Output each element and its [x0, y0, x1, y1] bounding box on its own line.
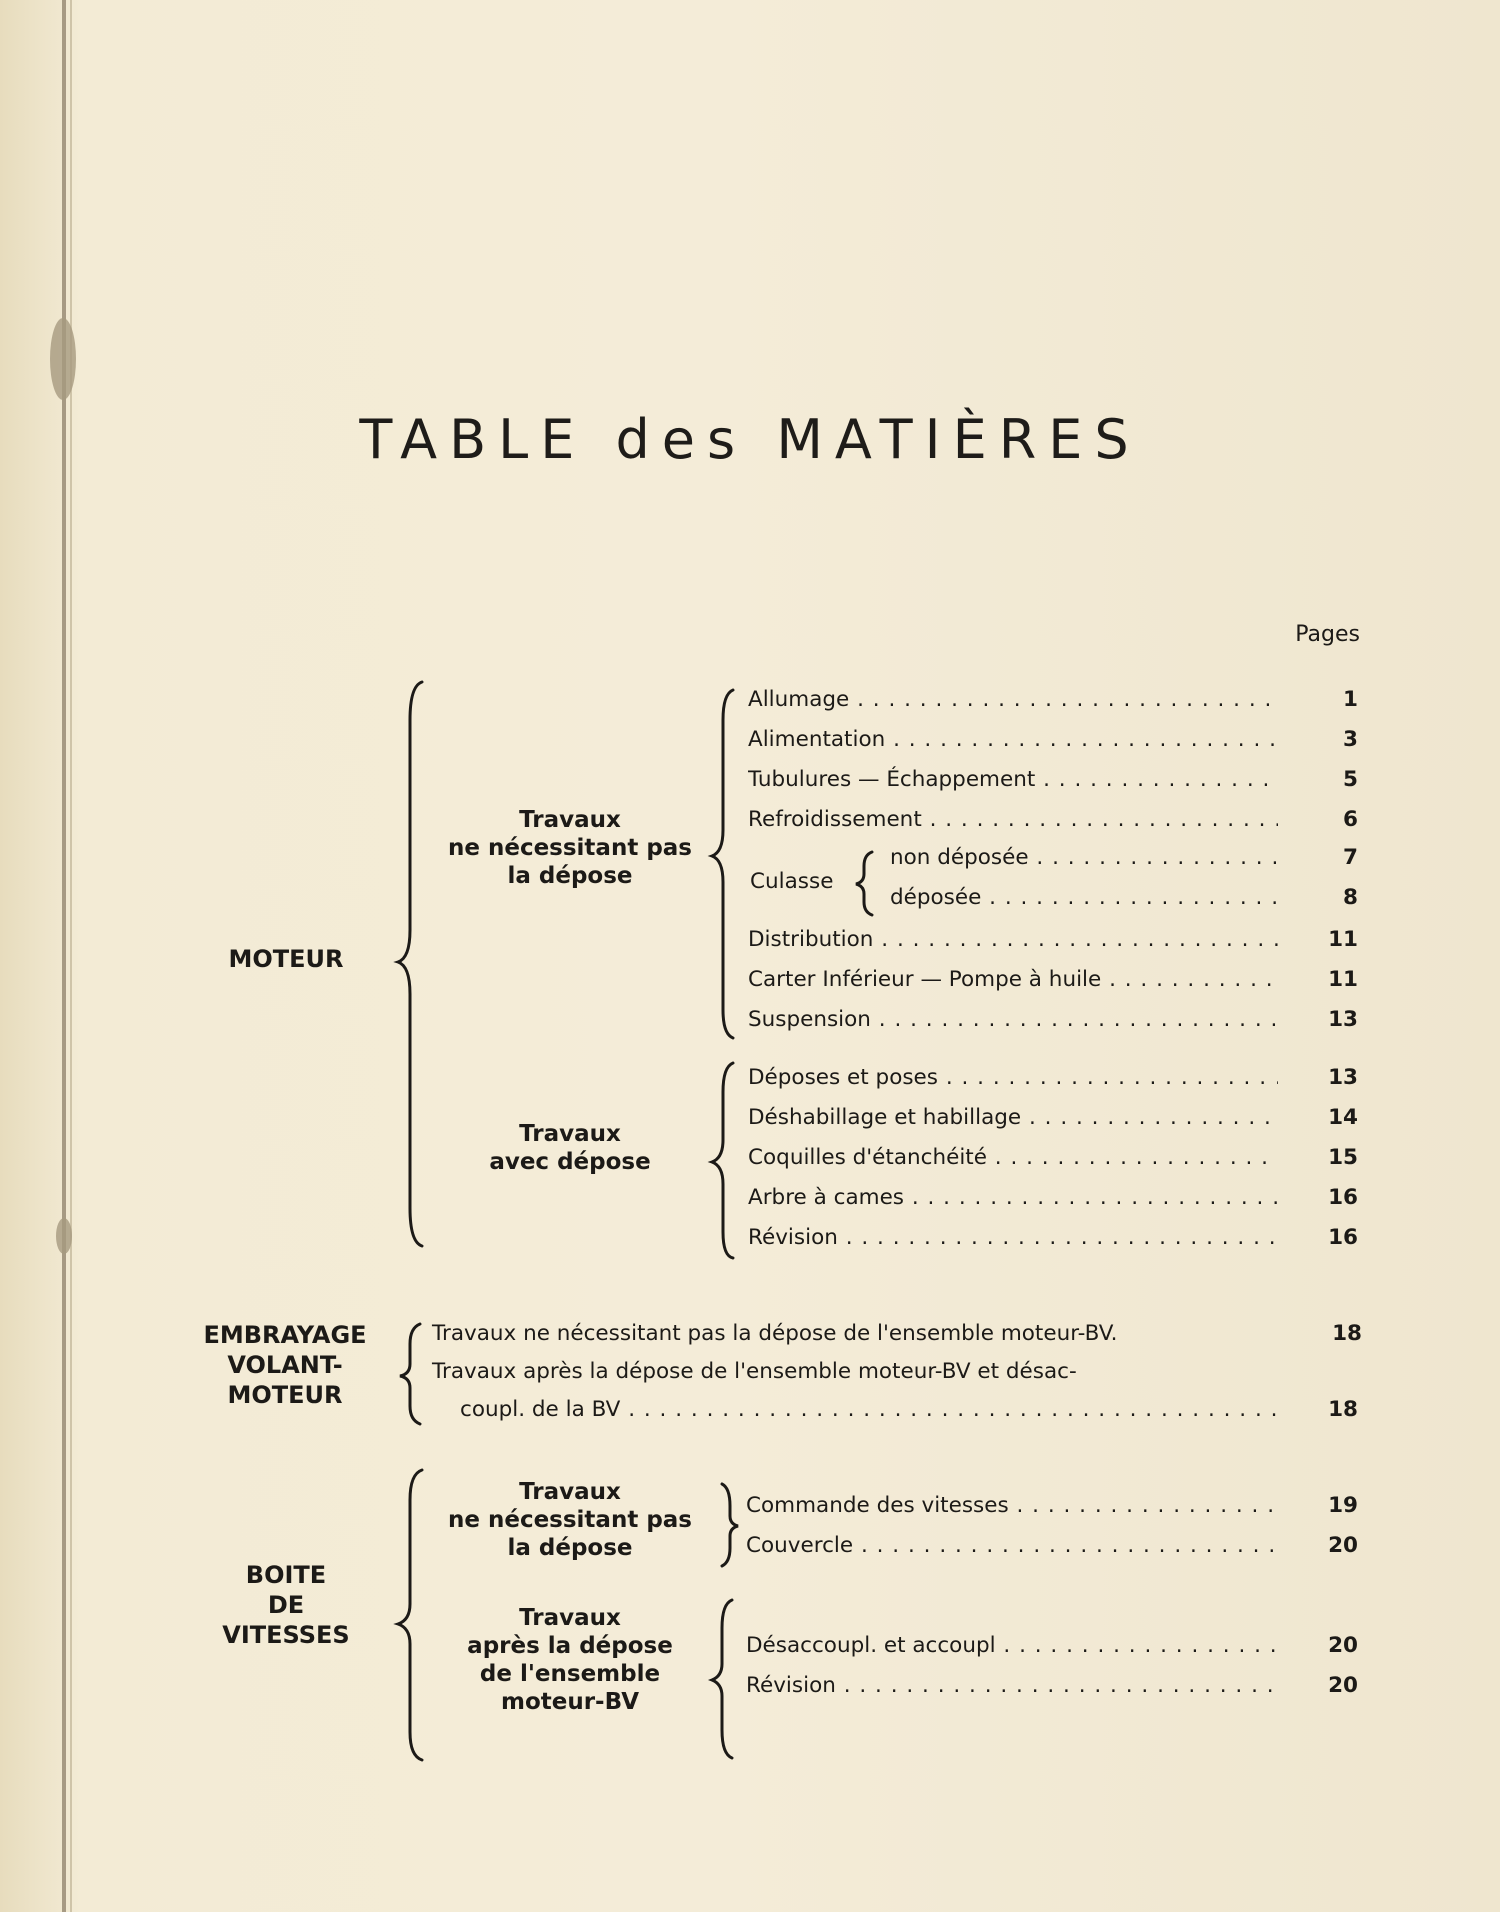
entry-page: 20 — [1328, 1673, 1358, 1698]
entry-page: 3 — [1343, 727, 1358, 752]
label-line: moteur-BV — [500, 1689, 640, 1715]
entry-label: Désaccoupl. et accoupl . . . — [746, 1628, 1276, 1664]
label-line: la dépose — [507, 863, 633, 889]
entry-label: Commande des vitesses . . . — [746, 1488, 1276, 1524]
label-line: avec dépose — [489, 1149, 651, 1175]
label-line: ne nécessitant pas — [447, 835, 692, 861]
binding-edge-shadow — [70, 0, 72, 1912]
culasse-label: Culasse — [750, 869, 834, 894]
entry-page: 7 — [1343, 845, 1358, 870]
entry-page: 6 — [1343, 807, 1358, 832]
binding-hole — [50, 318, 76, 400]
entry-label: Alimentation . . . — [748, 722, 1278, 758]
entry-label: Tubulures — Échappement . . . — [748, 762, 1278, 798]
page-title: TABLE des MATIÈRES — [359, 408, 1141, 471]
section-embrayage — [170, 1320, 400, 1410]
entry-label: Refroidissement . . . — [748, 802, 1278, 838]
entry-label: Couvercle . . . — [746, 1528, 1276, 1564]
entry-label: Coquilles d'étanchéité . . . — [748, 1140, 1278, 1176]
label-line: de l'ensemble — [479, 1661, 661, 1687]
entry-label: Allumage . . . — [748, 682, 1278, 718]
entry-page: 16 — [1328, 1185, 1358, 1210]
boite-group2-label — [420, 1604, 720, 1716]
boite-group1-label — [420, 1478, 720, 1562]
label-line: MOTEUR — [227, 1381, 343, 1409]
label-line: ne nécessitant pas — [447, 1507, 692, 1533]
label-line: VITESSES — [222, 1621, 350, 1649]
entry-label: Déshabillage et habillage . . . — [748, 1100, 1278, 1136]
entry-label: Carter Inférieur — Pompe à huile . . . — [748, 962, 1278, 998]
label-line: Travaux — [519, 1121, 621, 1147]
entry-page: 18 — [1332, 1321, 1362, 1346]
entry-label: coupl. de la BV . . . — [460, 1392, 1278, 1428]
pages-header: Pages — [1295, 622, 1360, 647]
entry-page: 18 — [1328, 1397, 1358, 1422]
label-line: VOLANT- — [227, 1351, 343, 1379]
entry-page: 15 — [1328, 1145, 1358, 1170]
entry-label: Suspension . . . — [748, 1002, 1278, 1038]
label-line: Travaux — [519, 807, 621, 833]
entry-label: Déposes et poses . . . — [748, 1060, 1278, 1096]
entry-page: 16 — [1328, 1225, 1358, 1250]
binding-hole — [56, 1218, 72, 1254]
label-line: après la dépose — [467, 1633, 673, 1659]
label-line: BOITE — [245, 1561, 327, 1589]
label-line: DE — [267, 1591, 305, 1619]
toc-entry-line1[interactable]: Travaux après la dépose de l'ensemble moteur-BV et désac- — [432, 1359, 1077, 1384]
label-line: Travaux — [519, 1479, 621, 1505]
moteur-group1-label — [420, 806, 720, 890]
entry-page: 20 — [1328, 1533, 1358, 1558]
entry-page: 5 — [1343, 767, 1358, 792]
label-line: EMBRAYAGE — [203, 1321, 367, 1349]
moteur-group2-label — [420, 1120, 720, 1176]
entry-page: 13 — [1328, 1007, 1358, 1032]
entry-page: 11 — [1328, 967, 1358, 992]
section-boite — [196, 1560, 376, 1650]
entry-page: 13 — [1328, 1065, 1358, 1090]
entry-label: déposée . . . — [890, 880, 1280, 916]
toc-entry[interactable] — [432, 1316, 1362, 1352]
label-line: la dépose — [507, 1535, 633, 1561]
entry-page: 19 — [1328, 1493, 1358, 1518]
entry-page: 8 — [1343, 885, 1358, 910]
entry-page: 1 — [1343, 687, 1358, 712]
entry-page: 14 — [1328, 1105, 1358, 1130]
section-moteur: MOTEUR — [228, 945, 344, 973]
entry-label: Travaux ne nécessitant pas la dépose de l'ensemble moteur-BV. — [432, 1321, 1118, 1346]
label-line: Travaux — [519, 1605, 621, 1631]
binding-edge — [62, 0, 66, 1912]
entry-label: Révision . . . — [746, 1668, 1276, 1704]
entry-label: non déposée . . . — [890, 840, 1280, 876]
entry-page: 11 — [1328, 927, 1358, 952]
entry-page: 20 — [1328, 1633, 1358, 1658]
entry-label: Distribution . . . — [748, 922, 1278, 958]
entry-label: Arbre à cames . . . — [748, 1180, 1278, 1216]
entry-label: Révision . . . — [748, 1220, 1278, 1256]
